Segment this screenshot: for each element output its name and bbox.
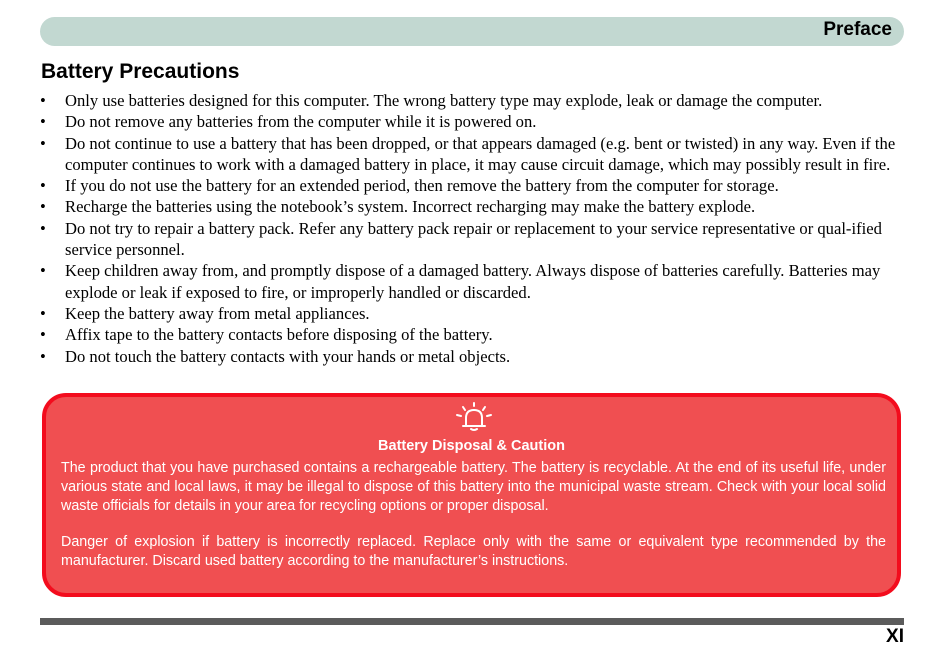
header-title: Preface bbox=[823, 19, 892, 40]
list-item: • Do not remove any batteries from the computer while it is powered on. bbox=[40, 111, 906, 132]
caution-paragraph-2: Danger of explosion if battery is incorrectly replaced. Replace only with the same or equivalent type recommended by the manufacturer. Discard used battery according to the manufacturer’s instructions. bbox=[61, 534, 886, 569]
caution-title: Battery Disposal & Caution bbox=[378, 438, 565, 454]
section-title: Battery Precautions bbox=[41, 60, 240, 83]
list-item: • Keep the battery away from metal appliances. bbox=[40, 303, 906, 324]
precautions-list bbox=[40, 90, 906, 367]
list-item: • Recharge the batteries using the notebook’s system. Incorrect recharging may make the battery explode. bbox=[40, 196, 906, 217]
list-item: • Affix tape to the battery contacts before disposing of the battery. bbox=[40, 324, 906, 345]
header-bar bbox=[40, 17, 904, 46]
list-item: • Do not try to repair a battery pack. Refer any battery pack repair or replacement to your service representative or qual-ified service personnel. bbox=[40, 218, 906, 261]
list-item: • Do not touch the battery contacts with your hands or metal objects. bbox=[40, 346, 906, 367]
list-item: • If you do not use the battery for an extended period, then remove the battery from the computer for storage. bbox=[40, 175, 906, 196]
alarm-bell-icon bbox=[454, 402, 494, 432]
footer-rule bbox=[40, 618, 904, 625]
caution-paragraph-1: The product that you have purchased contains a rechargeable battery. The battery is recyclable. At the end of its useful life, under various state and local laws, it may be illegal to dispose of this battery into the municipal waste stream. Check with your local solid waste officials for details in your area for recycling options or proper disposal. bbox=[61, 460, 886, 514]
list-item: • Keep children away from, and promptly dispose of a damaged battery. Always dispose of batteries carefully. Batteries may explode or leak if exposed to fire, or improperly handled or discarded. bbox=[40, 260, 906, 303]
page-number: XI bbox=[886, 626, 904, 647]
list-item: • Only use batteries designed for this computer. The wrong battery type may explode, leak or damage the computer. bbox=[40, 90, 906, 111]
caution-box bbox=[42, 393, 901, 597]
list-item: • Do not continue to use a battery that has been dropped, or that appears damaged (e.g. bent or twisted) in any way. Even if the computer continues to work with a damaged battery in place, it may cause circuit damage, which may possibly result in fire. bbox=[40, 133, 906, 176]
